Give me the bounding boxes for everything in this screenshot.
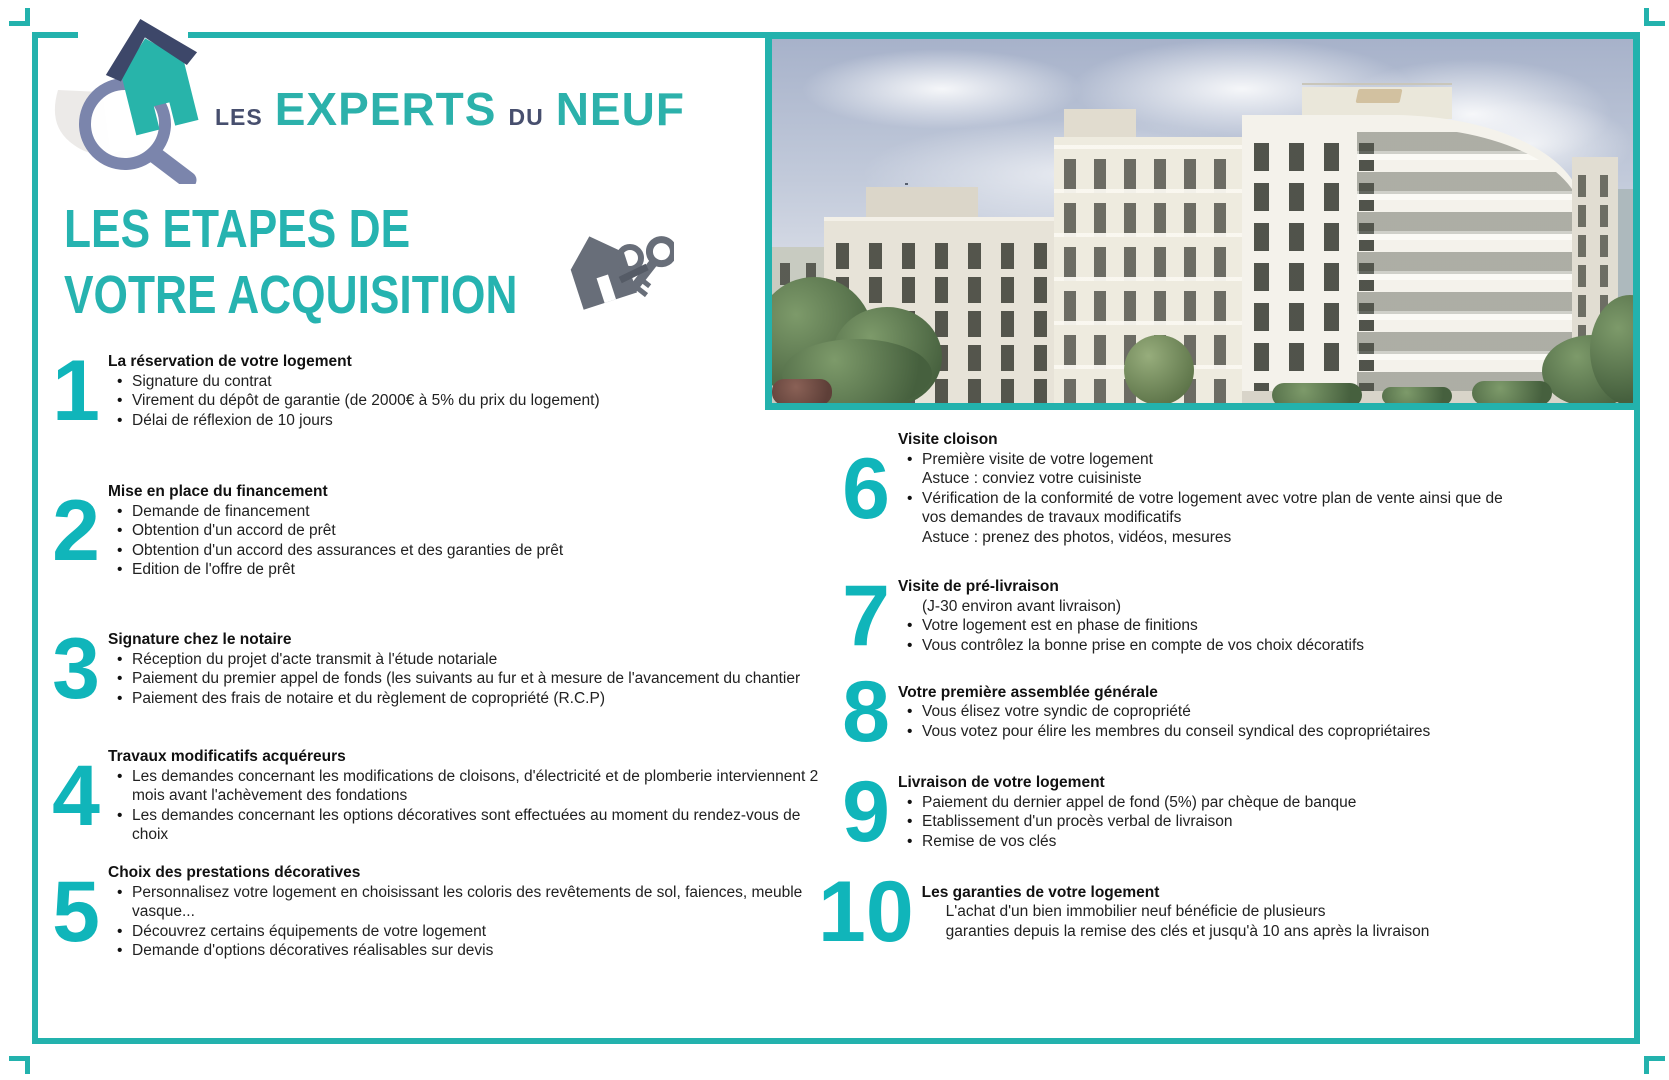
step-heading: Votre première assemblée générale [898, 683, 1158, 701]
step-content [108, 630, 829, 708]
step-item: • Délai de réflexion de 10 jours [108, 411, 829, 431]
step-heading: Mise en place du financement [108, 483, 328, 500]
step-9 [818, 764, 1524, 860]
step-number: 8 [842, 664, 890, 760]
page-title [64, 196, 517, 328]
step-item: • Votre logement est en phase de finitions [898, 616, 1524, 636]
house-magnifier-icon [50, 6, 220, 184]
step-item-note: (J-30 environ avant livraison) [922, 597, 1122, 615]
corner-mark-top-left [9, 8, 30, 26]
step-item: • Paiement des frais de notaire et du règlement de copropriété (R.C.P) [108, 689, 829, 709]
step-number: 3 [52, 621, 100, 717]
step-content [898, 577, 1524, 655]
step-item-note: Astuce : prenez des photos, vidéos, mesures [922, 528, 1232, 546]
step-number: 9 [842, 764, 890, 860]
step-4 [40, 747, 829, 845]
step-number: 4 [52, 747, 100, 844]
step-number: 5 [52, 863, 100, 960]
step-item: • Les demandes concernant les options décoratives sont effectuées au moment du rendez-vous de choix [108, 806, 829, 845]
step-content [898, 773, 1524, 851]
corner-mark-bottom-right [1644, 1056, 1665, 1074]
step-6 [818, 430, 1524, 547]
step-7 [818, 568, 1524, 664]
step-number: 6 [842, 440, 890, 537]
step-10 [818, 864, 1524, 960]
logo-word-neuf: NEUF [555, 83, 685, 135]
step-item: • Obtention d'un accord des assurances et des garanties de prêt [108, 541, 829, 561]
step-item-note: garanties depuis la remise des clés et jusqu'à 10 ans après la livraison [945, 922, 1430, 940]
step-item-note: Astuce : conviez votre cuisiniste [922, 470, 1142, 487]
step-item: • Vous contrôlez la bonne prise en compte de vos choix décoratifs [898, 636, 1524, 656]
step-item: • Découvrez certains équipements de votre logement [108, 922, 829, 942]
step-item: • Première visite de votre logement [898, 450, 1524, 470]
step-item: • Les demandes concernant les modifications de cloisons, d'électricité et de plomberie interviennent 2 mois avant l'achèvement des fondations [108, 767, 829, 806]
step-5 [40, 863, 829, 961]
step-2 [40, 482, 829, 580]
photo-trees [772, 39, 1633, 403]
step-item: • Signature du contrat [108, 372, 829, 392]
step-content [108, 747, 829, 845]
step-item: • Vous votez pour élire les membres du conseil syndical des copropriétaires [898, 722, 1524, 742]
step-3 [40, 621, 829, 717]
step-8 [818, 664, 1524, 760]
step-heading: Signature chez le notaire [108, 631, 292, 648]
house-keys-icon [556, 220, 674, 315]
step-content [898, 683, 1524, 742]
step-heading: Les garanties de votre logement [921, 883, 1160, 901]
step-item: • Demande de financement [108, 502, 829, 522]
step-number: 2 [52, 482, 100, 579]
step-number: 7 [842, 568, 890, 664]
step-heading: Travaux modificatifs acquéreurs [108, 748, 346, 765]
step-heading: Visite cloison [898, 431, 998, 448]
step-item: • Virement du dépôt de garantie (de 2000€ à 5% du prix du logement) [108, 391, 829, 411]
page-title-line2: VOTRE ACQUISITION [64, 265, 518, 325]
step-item-note: L'achat d'un bien immobilier neuf bénéficie de plusieurs [945, 903, 1326, 921]
step-item: • Réception du projet d'acte transmit à l'étude notariale [108, 650, 829, 670]
building-photo [765, 32, 1640, 410]
step-heading: La réservation de votre logement [108, 353, 352, 370]
logo-wordmark [215, 82, 685, 136]
logo-word-experts: EXPERTS [274, 83, 497, 135]
step-item: • Paiement du premier appel de fonds (les suivants au fur et à mesure de l'avancement du chantier [108, 669, 829, 689]
step-content [108, 482, 829, 580]
step-item: • Vérification de la conformité de votre logement avec votre plan de vente ainsi que de vos demandes de travaux modificatifs [898, 489, 1524, 528]
step-item: • Edition de l'offre de prêt [108, 560, 829, 580]
step-content [922, 883, 1524, 942]
step-heading: Visite de pré-livraison [898, 578, 1059, 595]
step-item: • Etablissement d'un procès verbal de livraison [898, 812, 1524, 832]
page-title-line1: LES ETAPES DE [64, 199, 411, 259]
logo-word-du: DU [508, 104, 544, 130]
step-content [898, 430, 1524, 547]
step-item: • Demande d'options décoratives réalisables sur devis [108, 941, 829, 961]
logo-word-les: LES [215, 104, 263, 130]
step-item: • Vous élisez votre syndic de copropriété [898, 702, 1524, 722]
step-content [108, 863, 829, 961]
step-number: 10 [818, 864, 914, 960]
corner-mark-top-right [1644, 8, 1665, 26]
step-number: 1 [52, 343, 100, 439]
step-item: • Remise de vos clés [898, 832, 1524, 852]
step-content [108, 352, 829, 430]
corner-mark-bottom-left [9, 1056, 30, 1074]
step-heading: Choix des prestations décoratives [108, 864, 361, 881]
step-item: • Personnalisez votre logement en choisissant les coloris des revêtements de sol, faiences, meuble vasque... [108, 883, 829, 922]
step-1 [40, 343, 829, 439]
step-item: • Paiement du dernier appel de fond (5%) par chèque de banque [898, 793, 1524, 813]
step-item: • Obtention d'un accord de prêt [108, 521, 829, 541]
step-heading: Livraison de votre logement [898, 774, 1105, 791]
